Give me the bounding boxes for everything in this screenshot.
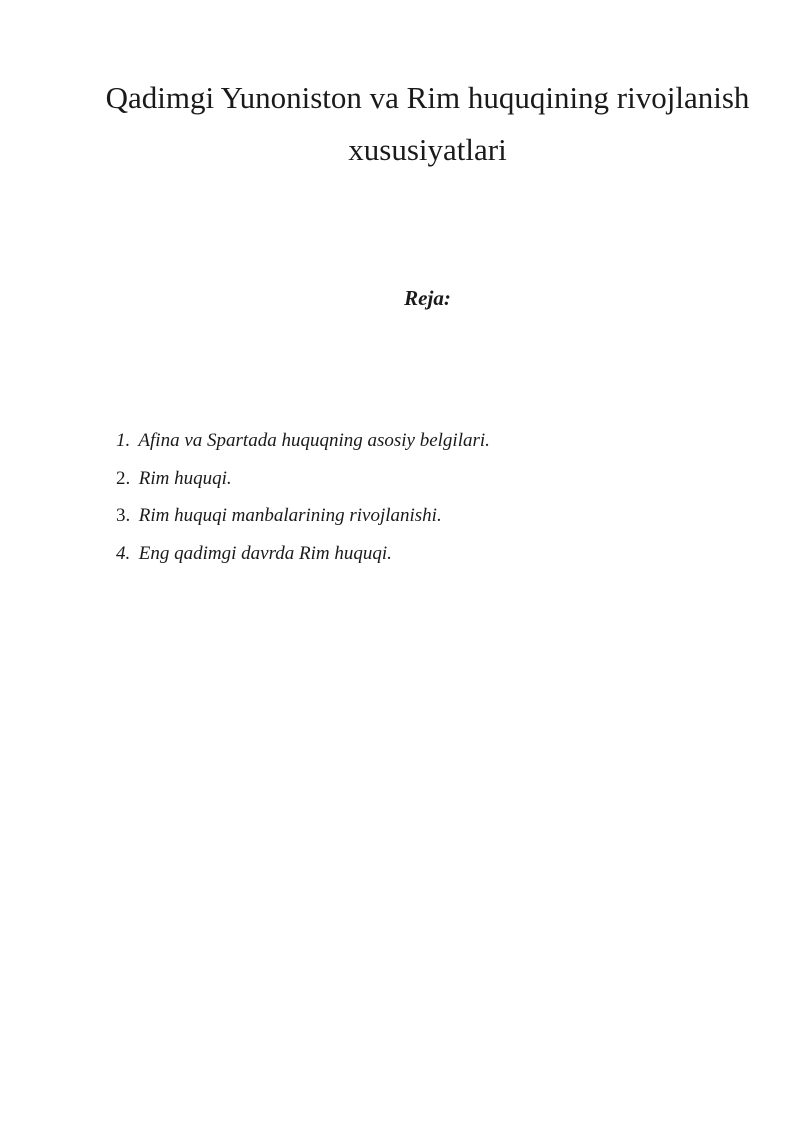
plan-item-text: Eng qadimgi davrda Rim huquqi. bbox=[138, 542, 392, 564]
plan-item bbox=[116, 501, 490, 539]
document-title bbox=[100, 72, 755, 176]
title-line-1: Qadimgi Yunoniston va Rim huquqining rivojlanish bbox=[105, 80, 750, 115]
plan-item-number: 2. bbox=[116, 467, 131, 489]
plan-item-text: Afina va Spartada huquqning asosiy belgilari. bbox=[138, 430, 490, 451]
plan-item-number: 1. bbox=[116, 430, 131, 451]
plan-item bbox=[116, 464, 490, 502]
plan-item-text: Rim huquqi. bbox=[138, 467, 232, 489]
plan-item bbox=[116, 426, 490, 464]
title-line-2: xususiyatlari bbox=[348, 132, 507, 167]
plan-item-number: 4. bbox=[116, 542, 131, 564]
plan-item bbox=[116, 539, 490, 577]
plan-item-text: Rim huquqi manbalarining rivojlanishi. bbox=[138, 505, 442, 526]
plan-list bbox=[116, 426, 490, 576]
plan-heading: Reja: bbox=[404, 286, 451, 310]
plan-item-number: 3. bbox=[116, 505, 131, 526]
